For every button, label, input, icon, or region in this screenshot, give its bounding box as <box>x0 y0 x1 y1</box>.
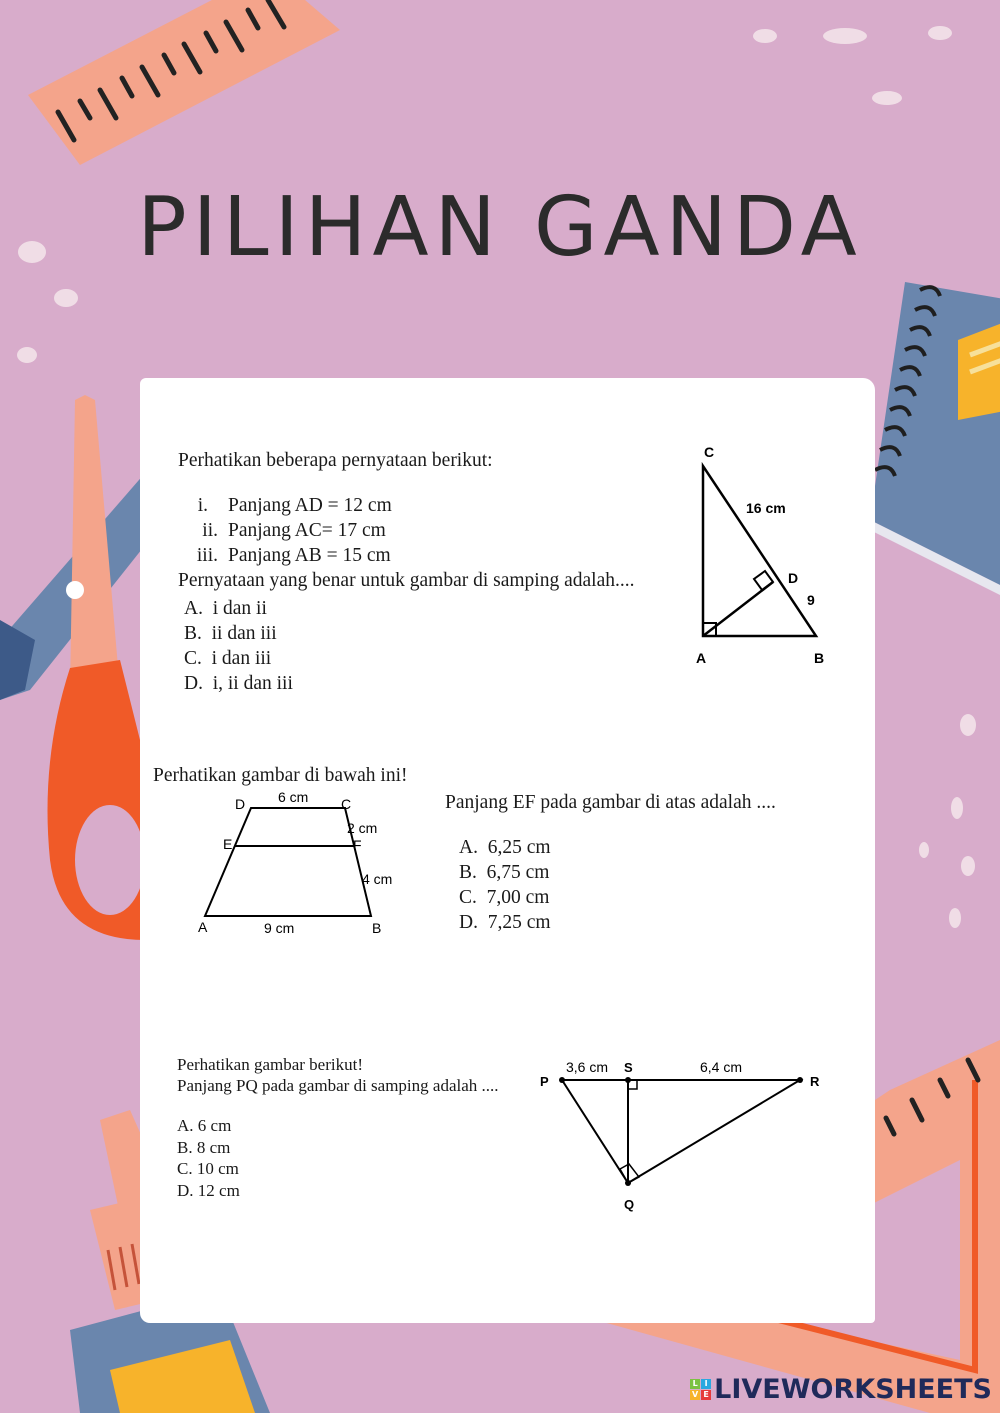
label-d: D <box>788 570 799 586</box>
triangle-figure-q3 <box>530 1050 830 1220</box>
label-a: A <box>198 919 208 935</box>
label-a: A <box>696 650 707 666</box>
option-text: i, ii dan iii <box>212 673 293 694</box>
statement-1-num: i. <box>197 495 208 516</box>
triangle-figure-q1 <box>690 440 840 670</box>
q1-option-a[interactable] <box>184 596 267 621</box>
point-p <box>559 1077 565 1083</box>
question-3-intro: Perhatikan gambar berikut! <box>177 1055 363 1074</box>
option-letter: C. <box>184 648 202 669</box>
notebook-icon <box>870 282 1000 600</box>
label-e: E <box>223 836 233 852</box>
option-text: 7,25 cm <box>487 912 551 933</box>
option-text: 6 cm <box>197 1116 232 1135</box>
label-f: F <box>353 837 362 853</box>
label-s: S <box>624 1060 633 1075</box>
label-d: D <box>235 796 246 812</box>
option-text: 8 cm <box>196 1138 231 1157</box>
label-6-4cm: 6,4 cm <box>700 1059 743 1075</box>
label-4cm: 4 cm <box>362 871 393 887</box>
logo-letter-v: V <box>692 1390 699 1399</box>
statement-2: Panjang AC= 17 cm <box>228 520 386 541</box>
liveworksheets-logo <box>690 1374 992 1405</box>
option-letter: B. <box>184 623 202 644</box>
statement-2-num: ii. <box>202 520 218 541</box>
label-c: C <box>704 444 715 460</box>
statement-3-num: iii. <box>196 545 218 566</box>
q1-option-c[interactable] <box>184 646 271 671</box>
option-letter: A. <box>459 837 478 858</box>
question-2-intro: Perhatikan gambar di bawah ini! <box>153 765 408 786</box>
label-3-6cm: 3,6 cm <box>566 1059 609 1075</box>
option-text: 10 cm <box>196 1159 239 1178</box>
q3-option-a[interactable] <box>177 1115 231 1137</box>
logo-letter-e: E <box>701 1390 711 1400</box>
option-letter: A. <box>184 598 203 619</box>
triangle-abc <box>703 466 816 636</box>
q2-option-a[interactable] <box>459 835 551 860</box>
statement-1: Panjang AD = 12 cm <box>228 495 392 516</box>
logo-letter-i: I <box>701 1379 711 1389</box>
q2-option-d[interactable] <box>459 910 551 935</box>
option-text: 7,00 cm <box>486 887 550 908</box>
question-2-prompt: Panjang EF pada gambar di atas adalah .... <box>445 792 776 813</box>
label-9: 9 <box>807 592 815 608</box>
question-3-prompt: Panjang PQ pada gambar di samping adalah .... <box>177 1076 499 1095</box>
q3-option-b[interactable] <box>177 1137 230 1159</box>
q3-option-d[interactable] <box>177 1180 240 1202</box>
label-p: P <box>540 1074 549 1089</box>
q2-option-c[interactable] <box>459 885 549 910</box>
option-text: i dan ii <box>212 598 267 619</box>
triangle-pqr <box>562 1080 800 1183</box>
statement-3: Panjang AB = 15 cm <box>228 545 391 566</box>
option-letter: C. <box>177 1159 193 1178</box>
option-letter: A. <box>177 1116 194 1135</box>
q1-option-d[interactable] <box>184 671 293 696</box>
option-letter: B. <box>177 1138 193 1157</box>
label-b: B <box>372 920 382 936</box>
q1-option-b[interactable] <box>184 621 277 646</box>
page-title: PILIHAN GANDA <box>137 180 863 275</box>
label-b: B <box>814 650 825 666</box>
q3-option-c[interactable] <box>177 1158 239 1180</box>
right-angle-d <box>754 571 773 590</box>
option-text: ii dan iii <box>211 623 277 644</box>
question-1-prompt: Pernyataan yang benar untuk gambar di samping adalah.... <box>178 570 635 591</box>
label-16cm: 16 cm <box>746 500 786 516</box>
label-2cm: 2 cm <box>347 820 378 836</box>
logo-text: LIVEWORKSHEETS <box>714 1374 992 1405</box>
point-r <box>797 1077 803 1083</box>
option-text: i dan iii <box>211 648 272 669</box>
label-6cm: 6 cm <box>278 789 309 805</box>
logo-letter-l: L <box>690 1379 700 1389</box>
option-letter: C. <box>459 887 477 908</box>
trapezoid-figure-q2 <box>190 785 420 940</box>
ruler-icon <box>28 0 340 165</box>
right-angle-q <box>620 1164 639 1183</box>
logo-mark-icon <box>690 1379 711 1400</box>
label-r: R <box>810 1074 820 1089</box>
label-9cm: 9 cm <box>264 920 295 936</box>
option-text: 6,25 cm <box>487 837 551 858</box>
option-letter: D. <box>459 912 478 933</box>
point-s <box>625 1077 631 1083</box>
q2-option-b[interactable] <box>459 860 549 885</box>
option-letter: D. <box>177 1181 194 1200</box>
option-letter: D. <box>184 673 203 694</box>
option-letter: B. <box>459 862 477 883</box>
option-text: 6,75 cm <box>486 862 550 883</box>
label-q: Q <box>624 1197 635 1212</box>
option-text: 12 cm <box>197 1181 240 1200</box>
question-1-intro: Perhatikan beberapa pernyataan berikut: <box>178 450 493 471</box>
point-q <box>625 1180 631 1186</box>
label-c: C <box>341 796 352 812</box>
